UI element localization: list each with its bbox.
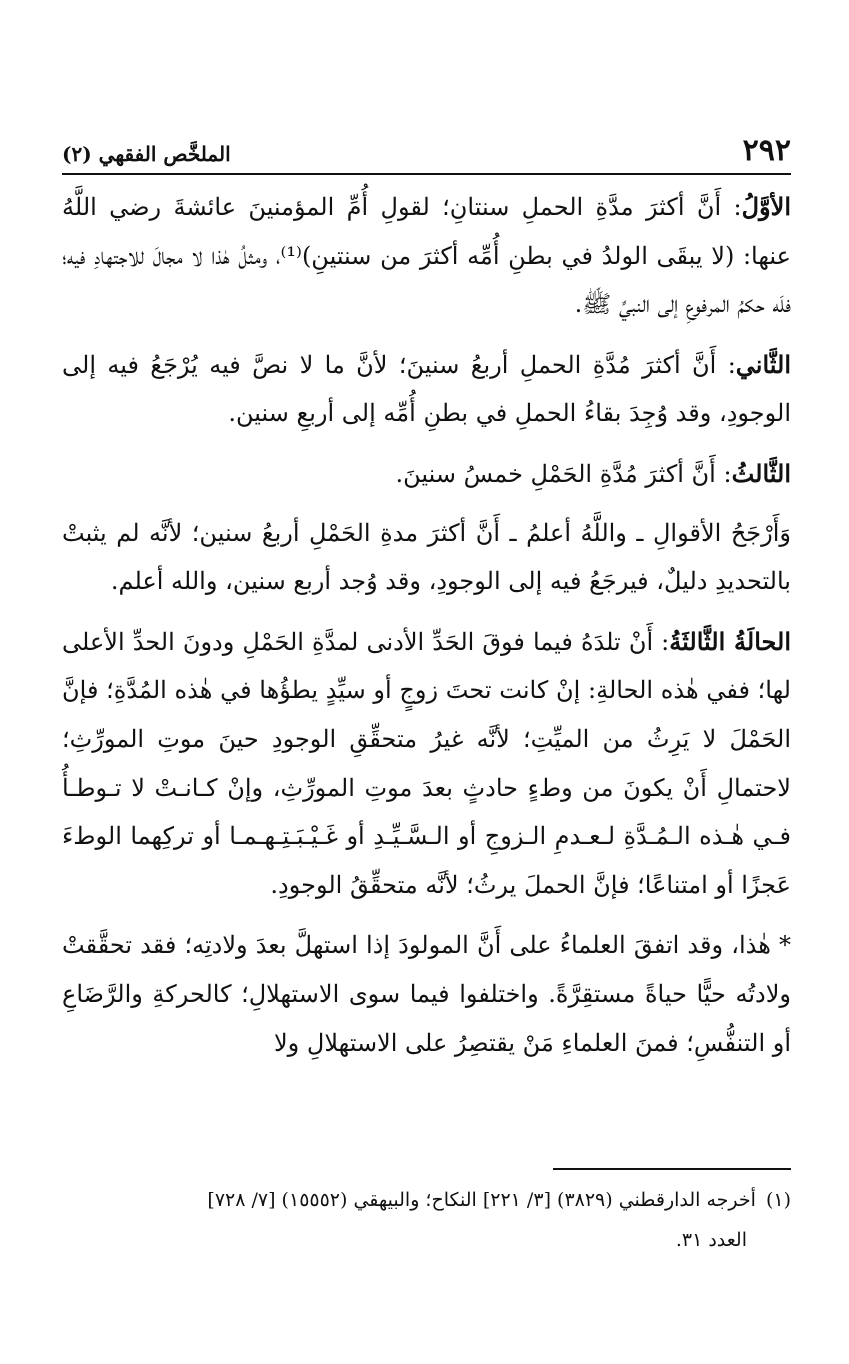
- paragraph-lead: الثَّاني: [735, 349, 791, 379]
- paragraph-second-opinion: [62, 341, 791, 438]
- paragraph-text: * هٰذا، وقد اتفقَ العلماءُ على أَنَّ المولودَ إذا استهلَّ بعدَ ولادتِه؛ فقد تحقَّقتْ ولادتُه حيًّا حياةً مستقِرَّةً. واختلفوا فيما سوى الاستهلالِ؛ كالحركةِ والرَّضَاعِ أو التنفُّسِ؛ فمنَ العلماءِ مَنْ يقتصِرُ على الاستهلالِ ولا: [62, 931, 791, 1057]
- main-text: [62, 183, 791, 1079]
- paragraph-lead: الحالَةُ الثَّالثَةُ: [669, 626, 792, 656]
- footnote-line-1: أخرجه الدارقطني (٣٨٢٩) [٣/ ٢٢١] النكاح؛ والبيهقي (١٥٥٥٢) [٧/ ٧٢٨]: [207, 1189, 756, 1211]
- footnote-divider: [553, 1168, 791, 1170]
- paragraph-third-case: [62, 618, 791, 910]
- paragraph-lead: الثَّالثُ: [731, 458, 791, 488]
- footnote: [62, 1180, 791, 1260]
- paragraph-lead: الأوَّلُ: [741, 192, 791, 221]
- footnote-line-2: العدد ٣١.: [675, 1229, 747, 1251]
- paragraph-text: : أَنَّ أكثرَ مُدَّةِ الحَمْلِ خمسُ سنينَ.: [395, 459, 732, 488]
- header-divider: [62, 173, 791, 175]
- paragraph-scholars-agreement: [62, 921, 791, 1067]
- paragraph-preferred-opinion: [62, 509, 791, 606]
- paragraph-text: : أَنَّ أكثرَ مُدَّةِ الحملِ أربعُ سنينَ؛ لأنَّ ما لا نصَّ فيه يُرْجَعُ فيه إلى الوجودِ، وقد وُجِدَ بقاءُ الحملِ في بطنِ أُمِّه إلى أربعِ سنين.: [62, 350, 791, 428]
- paragraph-third-opinion: [62, 450, 791, 499]
- paragraph-text: وَأَرْجَحُ الأقوالِ ـ واللَّهُ أعلمُ ـ أَنَّ أكثرَ مدةِ الحَمْلِ أربعُ سنين؛ لأنَّه لم يثبتْ بالتحديدِ دليلٌ، فيرجَعُ فيه إلى الوجودِ، وقد وُجد أربع سنين، والله أعلم.: [62, 518, 791, 596]
- footnote-number: (١): [765, 1189, 791, 1211]
- paragraph-text: : أَنَّ أكثرَ مدَّةِ الحملِ سنتانِ؛ لقولِ أُمِّ المؤمنينَ عائشةَ رضي اللَّهُ عنها: (لا يبقَى الولدُ في بطنِ أُمِّه أكثرَ من سنتينِ)⁽¹⁾، ومثلُ هٰذا لا مجالَ للاجتهادِ فيه؛ فلَه حكمُ المرفوعِ إلى النبيِّ ﷺ.: [62, 193, 791, 319]
- page-number: ٢٩٢: [742, 133, 791, 168]
- paragraph-text: : أَنْ تلدَهُ فيما فوقَ الحَدِّ الأدنى لمدَّةِ الحَمْلِ ودونَ الحدِّ الأعلى لها؛ ففي هٰذه الحالةِ: إنْ كانت تحتَ زوجٍ أو سيِّدٍ يطؤُها في هٰذه المُدَّةِ؛ فإنَّ الحَمْلَ لا يَرِثُ من الميِّتِ؛ لأنَّه غيرُ متحقِّقِ الوجودِ حينَ موتِ المورِّثِ؛ لاحتمالِ أَنْ يكونَ من وطءٍ حادثٍ بعدَ موتِ المورِّثِ، وإنْ كـانـتْ لا تـوطـأُ فـي هٰـذه الـمُـدَّةِ لـعـدمِ الـزوجِ أو الـسَّـيِّـدِ أو غَـيْـبَـتِـهـمـا أو تركِهما الوطءَ عَجزًا أو امتناعًا؛ فإنَّ الحملَ يرثُ؛ لأنَّه متحقِّقُ الوجودِ.: [62, 627, 791, 899]
- running-title: الملخَّص الفقهي (٢): [62, 142, 231, 166]
- page-header: [62, 118, 791, 166]
- paragraph-first-opinion: [62, 183, 791, 329]
